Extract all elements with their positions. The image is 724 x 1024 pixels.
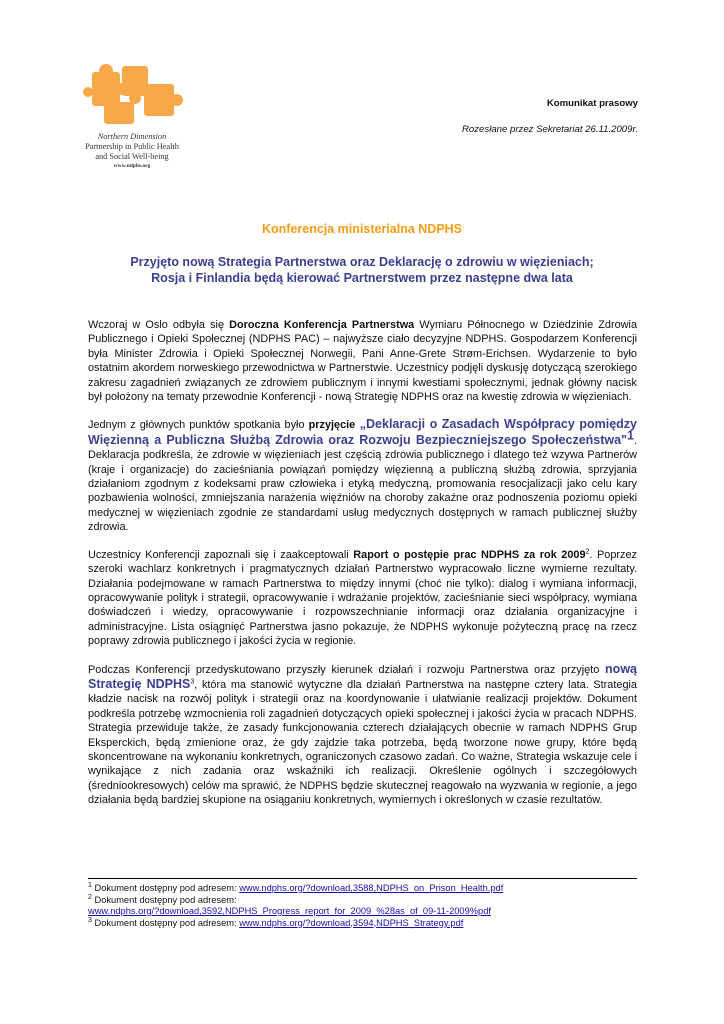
footnote-1 (88, 883, 637, 895)
logo-org-line1: Northern Dimension (97, 132, 167, 141)
footnote-ref-3: 3 (190, 678, 195, 686)
footnote-3-link[interactable]: www.ndphs.org/?download,3594,NDPHS_Strategy.pdf (239, 917, 464, 928)
footnote-1-link[interactable]: www.ndphs.org/?download,3588,NDPHS_on_Prison_Health.pdf (239, 883, 504, 893)
footnote-ref-1: 1 (627, 428, 634, 443)
logo-org-line3: and Social Well-being (95, 152, 169, 161)
headline (88, 254, 636, 286)
p4-strategy-title: nową Strategię NDPHS (88, 661, 637, 691)
p1-text-a: Wczoraj w Oslo odbyła się (88, 319, 230, 331)
footnote-2-link[interactable]: www.ndphs.org/?download,3592,NDPHS_Progress_report_for_2009_%28as_of_09-11-2009%pdf (88, 906, 491, 916)
headline-line1: Przyjęto nową Strategia Partnerstwa oraz Deklarację o zdrowiu w więzieniach; (130, 255, 594, 269)
footnote-1-text: Dokument dostępny pod adresem: (91, 883, 240, 893)
ndphs-logo (76, 62, 206, 170)
puzzle-logo-icon (82, 62, 186, 130)
p4-text-c: , która ma stanowić wytyczne dla działań Partnerstwa na następne cztery lata. Strategia kładzie nacisk na rozwój polityk i strategii oraz na koordynowanie i ułatwianie realizacji projektów. Dokument podkreśla potrzebę wzmocnienia roli zagadnień dotyczących opieki społecznej i jakości życia w pracach NDPHS. Strategia przewiduje także, że zasady funkcjonowania czterech działających obecnie w ramach NDPHS Grup Eksperckich, będą zmienione oraz, że gdy zajdzie taka potrzeba, będą tworzone nowe grupy, które będą skoncentrowane na wykonaniu konkretnych, ograniczonych czasowo zadań. Co ważne, Strategia wskazuje cele i wynikające z nich zadania oraz wskaźniki ich realizacji. Określenie ogólnych i szczegółowych (średniookresowych) celów ma sprawić, że NDPHS będzie skutecznej reagowało na wyzwania w regionie, a jego działania będą bardziej skupione na osiąganiu konkretnych, wymiernych i określonych w czasie rezultatów. (88, 678, 637, 807)
paragraph-4 (88, 662, 637, 808)
p2-bold: przyjęcie (308, 419, 356, 432)
headline-line2: Rosja i Finlandia będą kierować Partnerstwem przez następne dwa lata (151, 271, 573, 285)
footnote-2 (88, 895, 637, 918)
p3-bold: Raport o postępie prac NDPHS za rok 2009 (353, 548, 586, 561)
logo-url: www.ndphs.org (113, 163, 151, 169)
p2-text-d: . Deklaracja podkreśla, że zdrowie w więzieniach jest częścią zdrowia publicznego i dlatego też wzywa Partnerów (kraje i organizacje) do zacieśniania powiązań pomiędzy więzienną a publiczną służbą zdrowia, sprzyjania działaniom zgodnym z kodeksami praw człowieka i etyką medyczną, promowania resocjalizacji jako celu kary pozbawienia wolności, zmniejszania narażenia więźniów na choroby zakaźne oraz podnoszenia poziomu opieki medycznej w więzieniach zgodnie ze standardami usług medycznych dostępnych w ramach publicznej służby zdrowia. (88, 434, 637, 534)
p2-text-a: Jednym z głównych punktów spotkania było (88, 419, 309, 432)
paragraph-2 (88, 417, 637, 534)
p1-bold: Doroczna Konferencja Partnerstwa (229, 319, 415, 331)
p1-text-c: Wymiaru Północnego w Dziedzinie Zdrowia Publicznego i Opieki Społecznej (NDPHS PAC) – najwyższe ciało decyzyjne NDPHS. Gospodarzem Konferencji była Minister Zdrowia i Opieki Społecznej Norwegii, Pani Anne-Grete Strøm-Erichsen. Wydarzenie to było ostatnim akordem norweskiego przewodnictwa w Partnerstwie. Uczestnicy podjęli dyskusję dotyczącą szerokiego zakresu zagadnień związanych ze zdrowiem publicznym i innymi kwestiami społecznymi, jednak główny nacisk był położony na tematy przewodnie Konferencji - nową Strategię NDPHS oraz na kwestię zdrowia w więzieniach. (88, 319, 637, 404)
p4-text-a: Podczas Konferencji przedyskutowano przyszły kierunek działań i rozwoju Partnerstwa oraz przyjęto (88, 663, 606, 676)
press-release-label: Komunikat prasowy (546, 98, 638, 109)
paragraph-1 (88, 318, 637, 404)
p3-text-c: . Poprzez szeroki wachlarz konkretnych i pragmatycznych działań Partnerstwo wypracowało liczne wymierne rezultaty. Działania podejmowane w ramach Partnerstwa to między innymi (choć nie tylko): dialog i wymiana informacji, opracowywanie polityk i strategii, opracowywanie i wdrażanie projektów, zacieśnianie sieci współpracy, wymiana doświadczeń i wiedzy, opracowywanie i rozpowszechnianie informacji oraz działania organizacyjne i administracyjne. Lista osiągnięć Partnerstwa jasno pokazuje, że NDPHS wykonuje pożyteczną pracę na rzecz poprawy zdrowia publicznego i jakości życia w regionie. (88, 548, 637, 648)
conference-title: Konferencja ministerialna NDPHS (261, 222, 463, 236)
footnote-3 (88, 918, 637, 930)
p2-declaration-title: „Deklaracji o Zasadach Współpracy pomiędzy Więzienną a Publiczna Służbą Zdrowia oraz Rozwoju Bezpieczniejszego Społeczeństwa" (88, 417, 637, 447)
footnote-1-num: 1 (88, 881, 92, 889)
footnotes (88, 878, 637, 929)
paragraph-3 (88, 548, 637, 649)
sent-by-line: Rozesłane przez Sekretariat 26.11.2009r. (462, 124, 638, 135)
footnote-3-text: Dokument dostępny pod adresem: (91, 917, 240, 928)
footnote-3-num: 3 (88, 916, 92, 924)
p3-text-a: Uczestnicy Konferencji zapoznali się i zaakceptowali (88, 548, 354, 561)
footnote-2-num: 2 (88, 893, 92, 901)
footnote-2-text: Dokument dostępny pod adresem: (91, 894, 237, 905)
article-body (88, 318, 637, 821)
logo-org-line2: Partnership in Public Health (85, 142, 179, 151)
footnote-ref-2: 2 (585, 548, 590, 556)
